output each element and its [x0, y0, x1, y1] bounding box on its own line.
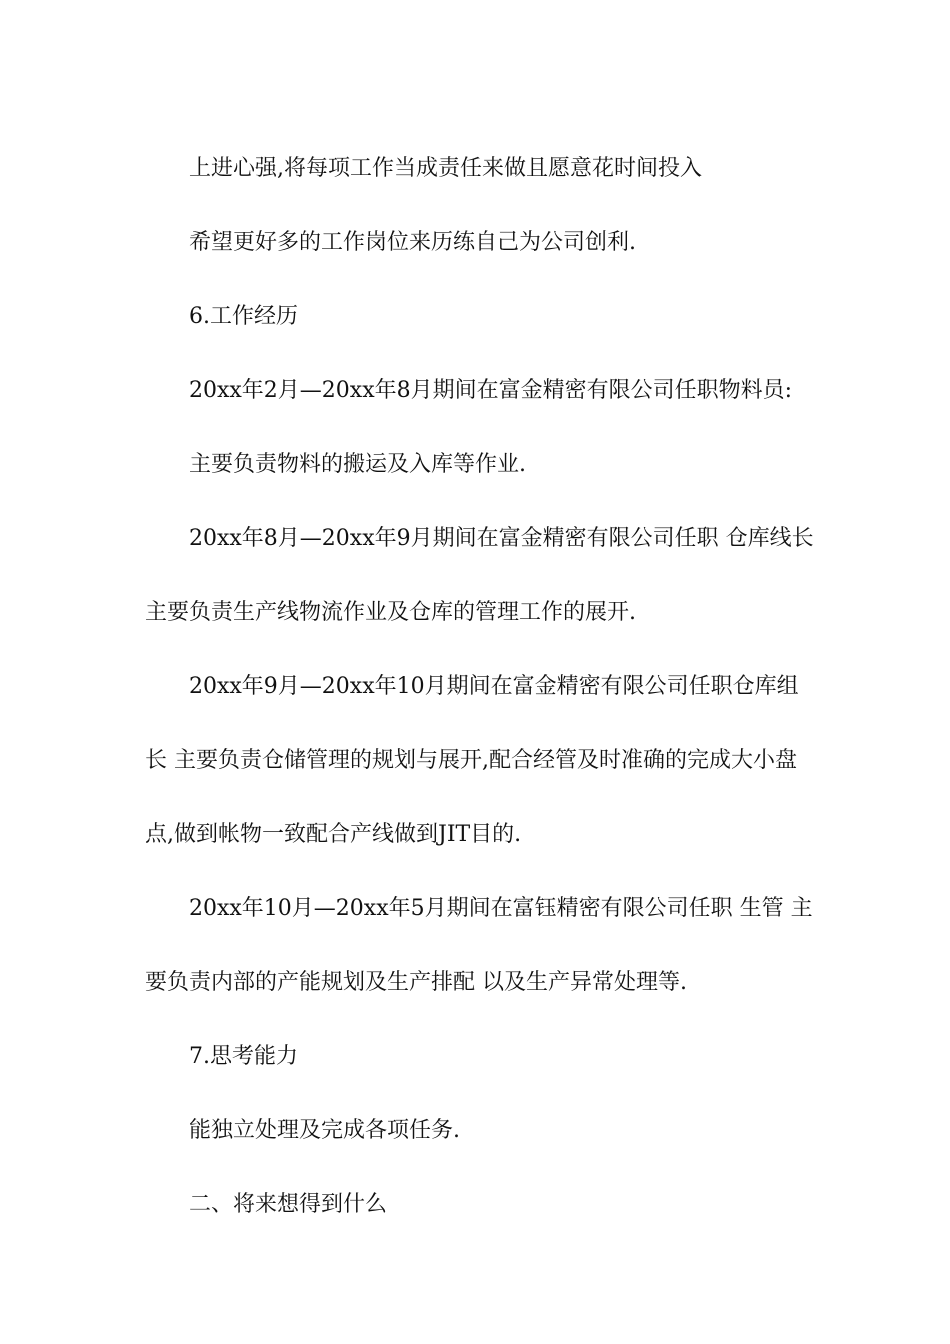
paragraph-job-4: 20xx年10月—20xx年5月期间在富钰精密有限公司任职 生管 主要负责内部的产能规划及生产排配 以及生产异常处理等.	[145, 896, 813, 995]
paragraph-motivation: 上进心强,将每项工作当成责任来做且愿意花时间投入	[189, 156, 702, 181]
heading-thinking-ability: 7.思考能力	[189, 1044, 298, 1069]
heading-future-goals: 二、将来想得到什么	[189, 1192, 388, 1217]
document-body	[145, 132, 815, 1242]
heading-work-experience: 6.工作经历	[189, 304, 298, 329]
paragraph-job-3: 20xx年9月—20xx年10月期间在富金精密有限公司任职仓库组长 主要负责仓储管理的规划与展开,配合经管及时准确的完成大小盘点,做到帐物一致配合产线做到JIT目的.	[145, 674, 799, 847]
paragraph-job-1: 20xx年2月—20xx年8月期间在富金精密有限公司任职物料员:	[189, 378, 793, 403]
paragraph-job-2: 20xx年8月—20xx年9月期间在富金精密有限公司任职 仓库线长 主要负责生产线物流作业及仓库的管理工作的展开.	[145, 526, 814, 625]
paragraph-job-1-duty: 主要负责物料的搬运及入库等作业.	[189, 452, 526, 477]
paragraph-hope: 希望更好多的工作岗位来历练自己为公司创利.	[189, 230, 636, 255]
paragraph-independence: 能独立处理及完成各项任务.	[189, 1118, 460, 1143]
